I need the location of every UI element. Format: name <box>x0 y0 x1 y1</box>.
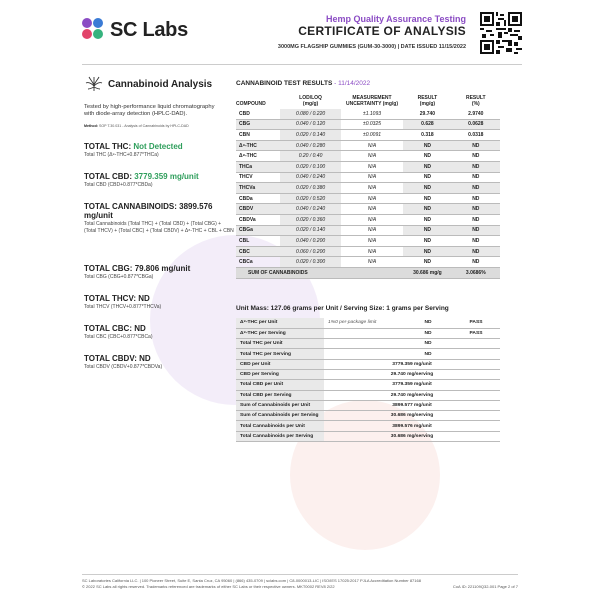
footer-page-info: CoA ID: 221109Q32-001 Page 2 of 7 <box>452 583 518 589</box>
lod-loq-cell: 0.020 / 0.140 <box>280 130 340 141</box>
section-heading <box>84 74 234 94</box>
result-pct-cell: 0.0628 <box>452 119 500 130</box>
lod-loq-cell: 0.020 / 0.520 <box>280 193 340 204</box>
serving-row <box>236 421 500 431</box>
method-line <box>84 124 234 128</box>
lod-loq-cell: 0.060 / 0.200 <box>280 246 340 257</box>
header-divider <box>82 64 522 65</box>
compound-cell: CBDa <box>236 193 280 204</box>
result-mg-cell: 0.628 <box>403 119 451 130</box>
result-pct-cell: ND <box>452 257 500 268</box>
result-mg-cell: ND <box>403 204 451 215</box>
total-formula: Total THC (Δ⁹-THC+0.877*THCa) <box>84 152 159 158</box>
header-meta: 3000MG FLAGSHIP GUMMIES (GUM-30-3000) | DATE ISSUED 11/15/2022 <box>277 44 466 50</box>
serving-result-cell: ND <box>404 318 452 328</box>
qr-code-icon <box>480 12 522 54</box>
serving-value-cell: 30.686 mg/serving <box>324 411 500 421</box>
serving-name-cell: Sum of Cannabinoids per Unit <box>236 400 324 410</box>
total-formula: Total CBC (CBC+0.877*CBCa) <box>84 334 153 341</box>
compound-cell: CBG <box>236 119 280 130</box>
sum-label: SUM OF CANNABINOIDS <box>236 268 403 279</box>
header-title: CERTIFICATE OF ANALYSIS <box>298 24 466 38</box>
col-header: MEASUREMENT UNCERTAINTY (mg/g) <box>345 95 399 107</box>
table-row <box>236 193 500 204</box>
footer-line-2: © 2022 SC Labs all rights reserved. Trademarks referenced are trademarks of either SC Labs or their respective owners. MKT0002 REV8 2/22 <box>82 583 335 589</box>
table-row <box>236 257 500 268</box>
sc-labs-logo <box>82 18 188 42</box>
lod-loq-cell: 0.20 / 0.40 <box>280 151 340 162</box>
serving-row <box>236 380 500 390</box>
serving-value-cell: 3779.359 mg/unit <box>324 359 500 369</box>
serving-limit-cell <box>324 349 404 359</box>
compound-cell: THCV <box>236 172 280 183</box>
lod-loq-cell: 0.040 / 0.240 <box>280 204 340 215</box>
serving-value-cell: 30.686 mg/serving <box>324 431 500 441</box>
serving-value-cell: 29.740 mg/serving <box>324 390 500 400</box>
serving-result-cell: ND <box>404 349 452 359</box>
result-pct-cell: ND <box>452 215 500 226</box>
table-row <box>236 130 500 141</box>
serving-pass-cell <box>452 349 500 359</box>
serving-row <box>236 431 500 441</box>
serving-row <box>236 400 500 410</box>
uncertainty-cell: ±0.0091 <box>341 130 403 141</box>
logo-mark-icon <box>82 18 106 42</box>
serving-name-cell: CBD per Serving <box>236 369 324 379</box>
serving-name-cell: Δ⁹-THC per Unit <box>236 318 324 328</box>
serving-result-cell: ND <box>404 328 452 338</box>
results-date: - 11/14/2022 <box>332 80 371 87</box>
compound-cell: CBCa <box>236 257 280 268</box>
uncertainty-cell: N/A <box>341 236 403 247</box>
table-row <box>236 151 500 162</box>
serving-name-cell: Total Cannabinoids per Serving <box>236 431 324 441</box>
serving-row <box>236 390 500 400</box>
serving-value-cell: 3899.576 mg/unit <box>324 421 500 431</box>
table-row <box>236 215 500 226</box>
lod-loq-cell: 0.040 / 0.280 <box>280 140 340 151</box>
total-formula: Total THCV (THCV+0.877*THCVa) <box>84 304 162 311</box>
serving-name-cell: Δ⁹-THC per Serving <box>236 328 324 338</box>
total-value: ND <box>139 354 151 364</box>
uncertainty-cell: N/A <box>341 204 403 215</box>
lod-loq-cell: 0.020 / 0.100 <box>280 162 340 173</box>
lod-loq-cell: 0.080 / 0.220 <box>280 109 340 120</box>
uncertainty-cell: N/A <box>341 151 403 162</box>
serving-table <box>236 318 500 442</box>
result-pct-cell: ND <box>452 172 500 183</box>
table-row <box>236 246 500 257</box>
serving-name-cell: Total CBD per Unit <box>236 380 324 390</box>
total-value: Not Detected <box>133 142 183 151</box>
total-value: ND <box>134 324 146 334</box>
results-title-text: CANNABINOID TEST RESULTS <box>236 80 333 87</box>
total-label: TOTAL CBDV: <box>84 354 137 364</box>
col-header: RESULT (mg/g) <box>417 95 438 107</box>
result-mg-cell: ND <box>403 236 451 247</box>
serving-value-cell: 3899.577 mg/unit <box>324 400 500 410</box>
serving-limit-cell <box>324 339 404 349</box>
serving-name-cell: Total Cannabinoids per Unit <box>236 421 324 431</box>
compound-cell: CBD <box>236 109 280 120</box>
compound-cell: CBDV <box>236 204 280 215</box>
table-row <box>236 162 500 173</box>
lod-loq-cell: 0.040 / 0.120 <box>280 119 340 130</box>
result-pct-cell: ND <box>452 225 500 236</box>
compound-cell: CBC <box>236 246 280 257</box>
uncertainty-cell: N/A <box>341 162 403 173</box>
col-header: COMPOUND <box>236 100 266 107</box>
compound-cell: CBL <box>236 236 280 247</box>
compound-cell: THCa <box>236 162 280 173</box>
serving-result-cell: ND <box>404 339 452 349</box>
serving-row <box>236 359 500 369</box>
footer <box>82 574 518 589</box>
total-label: TOTAL THC: <box>84 142 132 151</box>
cannabinoid-results-table <box>236 95 500 279</box>
uncertainty-cell: N/A <box>341 140 403 151</box>
uncertainty-cell: ±0.0325 <box>341 119 403 130</box>
table-row <box>236 172 500 183</box>
serving-name-cell: Total THC per Serving <box>236 349 324 359</box>
serving-limit-cell: 1%0 per-package limit <box>324 318 404 328</box>
uncertainty-cell: N/A <box>341 246 403 257</box>
results-title <box>236 80 500 87</box>
uncertainty-cell: N/A <box>341 172 403 183</box>
lod-loq-cell: 0.020 / 0.140 <box>280 225 340 236</box>
col-header: RESULT (%) <box>465 95 486 107</box>
header-titles <box>278 14 466 50</box>
table-row <box>236 225 500 236</box>
total-value: 3899.576 mg/unit <box>84 202 213 221</box>
total-cbc <box>84 324 234 340</box>
result-mg-cell: ND <box>403 162 451 173</box>
table-row <box>236 140 500 151</box>
serving-pass-cell: PASS <box>452 318 500 328</box>
total-label: TOTAL THCV: <box>84 294 136 304</box>
total-cbdv <box>84 354 234 370</box>
compound-cell: THCVa <box>236 183 280 194</box>
result-pct-cell: ND <box>452 193 500 204</box>
compound-cell: Δ⁹-THC <box>236 140 280 151</box>
serving-row <box>236 328 500 338</box>
uncertainty-cell: N/A <box>341 183 403 194</box>
table-row <box>236 183 500 194</box>
uncertainty-cell: N/A <box>341 257 403 268</box>
serving-value-cell: 3779.359 mg/unit <box>324 380 500 390</box>
serving-limit-cell <box>324 328 404 338</box>
total-formula: Total CBG (CBG+0.877*CBGa) <box>84 273 154 280</box>
table-row <box>236 109 500 120</box>
result-pct-cell: ND <box>452 236 500 247</box>
serving-pass-cell <box>452 339 500 349</box>
result-pct-cell: ND <box>452 162 500 173</box>
lod-loq-cell: 0.020 / 0.380 <box>280 183 340 194</box>
total-cbg <box>84 264 234 280</box>
total-formula: Total Cannabinoids (Total THC) + (Total CBD) + (Total CBG) + (Total THCV) + (Total CBC) + (Total CBDV) + Δ⁸-THC + CBL + CBN <box>84 221 234 234</box>
cannabinoid-summary <box>84 74 234 371</box>
cannabis-leaf-icon <box>84 74 104 94</box>
total-label: TOTAL CBC: <box>84 324 132 334</box>
uncertainty-cell: N/A <box>341 193 403 204</box>
serving-name-cell: Sum of Cannabinoids per Serving <box>236 411 324 421</box>
table-row <box>236 119 500 130</box>
result-pct-cell: ND <box>452 204 500 215</box>
compound-cell: CBN <box>236 130 280 141</box>
table-header-row <box>236 95 500 109</box>
footer-line-1: SC Laboratories California LLC. | 100 Pioneer Street, Suite E, Santa Cruz, CA 95060 | (866) 435-0709 | sclabs.com | C8-0000013-LIC | ISO/IES 17025:2017 PJLA Accreditation Number 87168 <box>82 578 421 583</box>
serving-row <box>236 349 500 359</box>
result-mg-cell: ND <box>403 215 451 226</box>
lod-loq-cell: 0.020 / 0.360 <box>280 215 340 226</box>
result-pct-cell: ND <box>452 151 500 162</box>
serving-row <box>236 318 500 328</box>
lod-loq-cell: 0.040 / 0.200 <box>280 236 340 247</box>
result-pct-cell: ND <box>452 183 500 194</box>
result-mg-cell: ND <box>403 225 451 236</box>
total-cannabinoids <box>84 202 234 233</box>
unit-mass-line: Unit Mass: 127.06 grams per Unit / Serving Size: 1 grams per Serving <box>236 305 449 312</box>
serving-row <box>236 339 500 349</box>
serving-pass-cell: PASS <box>452 328 500 338</box>
serving-name-cell: Total CBD per Serving <box>236 390 324 400</box>
result-pct-cell: ND <box>452 246 500 257</box>
lod-loq-cell: 0.020 / 0.300 <box>280 257 340 268</box>
result-mg-cell: ND <box>403 257 451 268</box>
result-mg-cell: ND <box>403 151 451 162</box>
total-thc <box>84 142 234 158</box>
result-mg-cell: ND <box>403 183 451 194</box>
col-header: LOD/LOQ (mg/g) <box>299 95 322 107</box>
result-mg-cell: ND <box>403 140 451 151</box>
logo-text: SC Labs <box>110 18 188 41</box>
result-mg-cell: ND <box>403 246 451 257</box>
total-label: TOTAL CBG: <box>84 263 133 273</box>
sum-row <box>236 268 500 279</box>
result-mg-cell: ND <box>403 193 451 204</box>
result-pct-cell: 0.0318 <box>452 130 500 141</box>
serving-name-cell: CBD per Unit <box>236 359 324 369</box>
serving-row <box>236 369 500 379</box>
total-label: TOTAL CANNABINOIDS: <box>84 202 177 212</box>
sum-pct: 3.0686% <box>452 268 500 279</box>
method-text: SOP T.30.031 - Analysis of Cannabinoids by HPLC-DAD <box>98 124 189 128</box>
section-title: Cannabinoid Analysis <box>108 78 213 90</box>
header-subtitle: Hemp Quality Assurance Testing <box>325 14 466 24</box>
total-cbd <box>84 172 234 188</box>
result-mg-cell: 0.318 <box>403 130 451 141</box>
compound-cell: CBGa <box>236 225 280 236</box>
serving-row <box>236 411 500 421</box>
result-pct-cell: 2.9740 <box>452 109 500 120</box>
result-mg-cell: ND <box>403 172 451 183</box>
serving-name-cell: Total THC per Unit <box>236 339 324 349</box>
uncertainty-cell: N/A <box>341 215 403 226</box>
method-label: Method: <box>84 124 98 128</box>
total-value: 3779.359 mg/unit <box>134 172 199 182</box>
total-formula: Total CBDV (CBDV+0.877*CBDVa) <box>84 364 163 371</box>
total-value: ND <box>138 294 150 304</box>
result-mg-cell: 29.740 <box>403 109 451 120</box>
serving-value-cell: 29.740 mg/serving <box>324 369 500 379</box>
test-method-description: Tested by high-performance liquid chromatography with diode-array detection (HPLC-DAD). <box>84 104 215 117</box>
lod-loq-cell: 0.040 / 0.240 <box>280 172 340 183</box>
uncertainty-cell: N/A <box>341 225 403 236</box>
test-results <box>236 80 500 279</box>
compound-cell: Δ⁸-THC <box>236 151 280 162</box>
compound-cell: CBDVa <box>236 215 280 226</box>
uncertainty-cell: ±1.1093 <box>341 109 403 120</box>
table-row <box>236 204 500 215</box>
total-label: TOTAL CBD: <box>84 172 132 182</box>
result-pct-cell: ND <box>452 140 500 151</box>
sum-mg: 30.686 mg/g <box>403 268 451 279</box>
table-row <box>236 236 500 247</box>
total-formula: Total CBD (CBD+0.877*CBDa) <box>84 182 153 189</box>
total-thcv <box>84 294 234 310</box>
total-value: 79.806 mg/unit <box>134 263 191 273</box>
header <box>82 12 522 62</box>
